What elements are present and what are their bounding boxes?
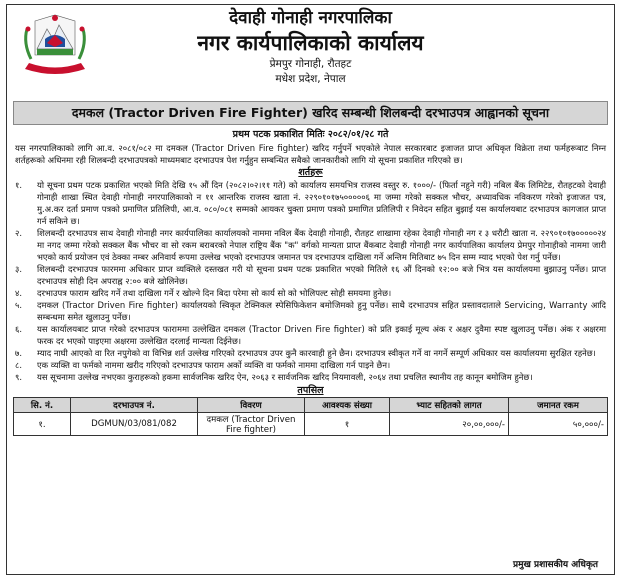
address-line-1: प्रेमपुर गोनाही, रौतहट — [269, 58, 352, 70]
term-number: ९. — [15, 372, 23, 382]
table-cell: २०,००,०००/- — [390, 413, 509, 436]
table-cell: १. — [14, 413, 71, 436]
table-cell: DGMUN/03/081/082 — [71, 413, 198, 436]
intro-paragraph: यस नगरपालिकाको लागि आ.व. २०८१/०८२ मा दमकल (Tractor Driven Fire fighter) खरिद गर्नुपर्ने भएकोले नेपाल सरकारबाट इजाजत प्राप्त अधिकृत विक्रेता तथा फर्महरूबाट निम्न शर्तहरूको अधिनमा रही शिलबन्दी दरभाउपत्रको माध्यमबाट दरभाउपत्र पेश गर्नुहुन सम्बन्धित सबैको जानकारीको लागि यो सूचना प्रकाशित गरिएको छ। — [15, 143, 606, 165]
term-text: यो सूचना प्रथम पटक प्रकाशित भएको मिति देखि १५ औं दिन (२०८२।०२।११ गते) को कार्यालय समयभित्र राजस्व वस्तुर रु. १०००/- (फिर्ता नहुने गरी) नबिल बैंक लिमिटेड, रौतहटको देवाही गोनाही शाखा स्थित देवाही गोनाही नगरपालिकाको न ११ आन्तरिक राजस्व खाता नं. २२९०१०१७५०००००६ मा जम्मा गरेको सक्कल भौचर, अध्यावधिक नविकरण गरेको इजाजत पत्र, मु.अ.कर दर्ता प्रमाण पत्रको प्रमाणित प्रतिलिपी, आ.व. ०८०/०८१ सम्मको आयकर चुक्ता प्रमाण पत्रको प्रमाणित प्रतिलिपी र निवेदन सहित बुझाई यस कार्यालयबाट दरभाउपत्र कागजात प्राप्त गर्न सकिने छ। — [37, 180, 606, 226]
term-item — [15, 179, 606, 227]
term-text: यस सूचनामा उल्लेख नभएका कुराहरूको हकमा सार्वजनिक खरिद ऐन, २०६३ र सार्वजनिक खरिद नियमावली, २०६४ तथा प्रचलित स्थानीय तह कानून बमोजिम हुनेछ। — [37, 372, 533, 382]
table-cell: दमकल (Tractor Driven Fire fighter) — [198, 413, 305, 436]
municipality-name: देवाही गोनाही नगरपालिका — [229, 8, 392, 28]
term-number: ५. — [15, 300, 23, 310]
office-name: नगर कार्यपालिकाको कार्यालय — [197, 31, 424, 55]
signer-title: प्रमुख प्रशासकीय अधिकृत — [512, 560, 598, 570]
term-item — [15, 227, 606, 263]
term-text: शिलबन्दी दरभाउपत्र फारममा अधिकार प्राप्त व्यक्तिले दस्तखत गरी यो सूचना प्रथम पटक प्रकाशित भएको मितिले १६ औं दिनको १२:०० बजे भित्र यस कार्यालयमा बुझाउनु पर्नेछ। प्राप्त दरभाउपत्र सोही दिन अपराह्न २:०० बजे खोलिनेछ। — [37, 264, 606, 286]
schedule-table — [13, 397, 608, 436]
terms-heading: शर्तहरू — [298, 167, 323, 178]
term-text: एक व्यक्ति वा फर्मको नाममा खरीद गरिएको दरभाउपत्र फाराम अर्को व्यक्ति वा फर्मको नाममा दाखिला गर्न पाइने छैन। — [37, 360, 391, 370]
term-number: २. — [15, 228, 23, 238]
col-header: दरभाउपत्र नं. — [71, 398, 198, 413]
term-item — [15, 323, 606, 347]
col-header: जमानत रकम — [509, 398, 608, 413]
term-number: ७. — [15, 348, 23, 358]
address-line-2: मधेश प्रदेश, नेपाल — [275, 73, 346, 85]
notice-page — [6, 4, 615, 575]
col-header: सि. नं. — [14, 398, 71, 413]
term-text: यस कार्यालयबाट प्राप्त गरेको दरभाउपत्र फाराममा उल्लेखित दमकल (Tractor Driven Fire fighter) को प्रति इकाई मूल्य अंक र अक्षर दुवैमा स्पष्ट खुलाउनु पर्नेछ। अंक र अक्षरमा फरक दर भएको पाइएमा अक्षरमा उल्लेखित दरलाई मान्यता दिईनेछ। — [37, 324, 606, 346]
term-number: ८. — [15, 360, 23, 370]
term-number: १. — [15, 180, 23, 190]
table-header-row — [14, 398, 608, 413]
table-row — [14, 413, 608, 436]
schedule-heading: तपसिल — [297, 385, 324, 396]
term-item — [15, 359, 606, 371]
terms-list — [7, 179, 614, 383]
term-item — [15, 263, 606, 287]
col-header: भ्याट सहितको लागत — [390, 398, 509, 413]
notice-title: दमकल (Tractor Driven Fire Fighter) खरिद सम्बन्धी शिलबन्दी दरभाउपत्र आह्वानको सूचना — [13, 101, 608, 125]
term-number: ३. — [15, 264, 23, 274]
publish-date: प्रथम पटक प्रकाशित मितिः २०८२/०१/२८ गते — [232, 129, 389, 140]
term-number: ४. — [15, 288, 23, 298]
table-cell: ५०,०००/- — [509, 413, 608, 436]
col-header: आवश्यक संख्या — [305, 398, 390, 413]
header — [7, 5, 614, 101]
table-cell: १ — [305, 413, 390, 436]
term-item — [15, 371, 606, 383]
term-item — [15, 347, 606, 359]
term-text: दमकल (Tractor Driven Fire fighter) कार्यालयको स्विकृत टेक्निकल स्पेसिफिकेशन बमोजिमको हुनु पर्नेछ। साथै दरभाउपत्र सहित प्रस्तावदाताले Servicing, Warranty आदि सम्बन्धमा समेत खुलाउनु पर्नेछ। — [37, 300, 606, 322]
term-text: दरभाउपत्र फाराम खरिद गर्ने तथा दाखिला गर्ने र खोल्ने दिन बिदा परेमा सो कार्य सो को भोलिपल्ट सोही समयमा हुनेछ। — [37, 288, 392, 298]
term-number: ६. — [15, 324, 23, 334]
term-text: शिलबन्दी दरभाउपत्र साथ देवाही गोनाही नगर कार्यपालिका कार्यालयको नाममा नविल बैंक देवाही गोनाही, रौतहट शाखामा रहेका देवाही गोनाही नग र ३ धरौटी खाता न. २२९०१०१७०००००२४ मा नगद जम्मा गरेको सक्कल बैंक भौचर वा सो रकम बराबरको नेपाल राष्ट्रिय बैंक "क" वर्गको मान्यता प्राप्त बैंकबाट देवाही गोनाही नगर कार्यपालिका कार्यालय प्रेमपुर गोनाहीको नाममा जारी भएको कार्य प्रयोजन एवं ठेक्का नम्बर अनिवार्य रूपमा उल्लेख भएको दरभाउपत्र जमानत पत्र दरभाउपत्र दाखिला गर्ने अन्तिम मितिबाट ७५ दिन सम्म म्याद भएको पेश गर्नु पर्नेछ। — [37, 228, 606, 262]
term-item — [15, 299, 606, 323]
term-item — [15, 287, 606, 299]
term-text: म्याद नाघी आएको वा रित नपुगेको वा विभिन्न शर्त उल्लेख गरिएको दरभाउपत्र उपर कुनै कारवाही हुने छैन। दरभाउपत्र स्वीकृत गर्ने वा नगर्ने सम्पूर्ण अधिकार यस कार्यालयमा सुरक्षित रहनेछ। — [37, 348, 596, 358]
col-header: विवरण — [198, 398, 305, 413]
